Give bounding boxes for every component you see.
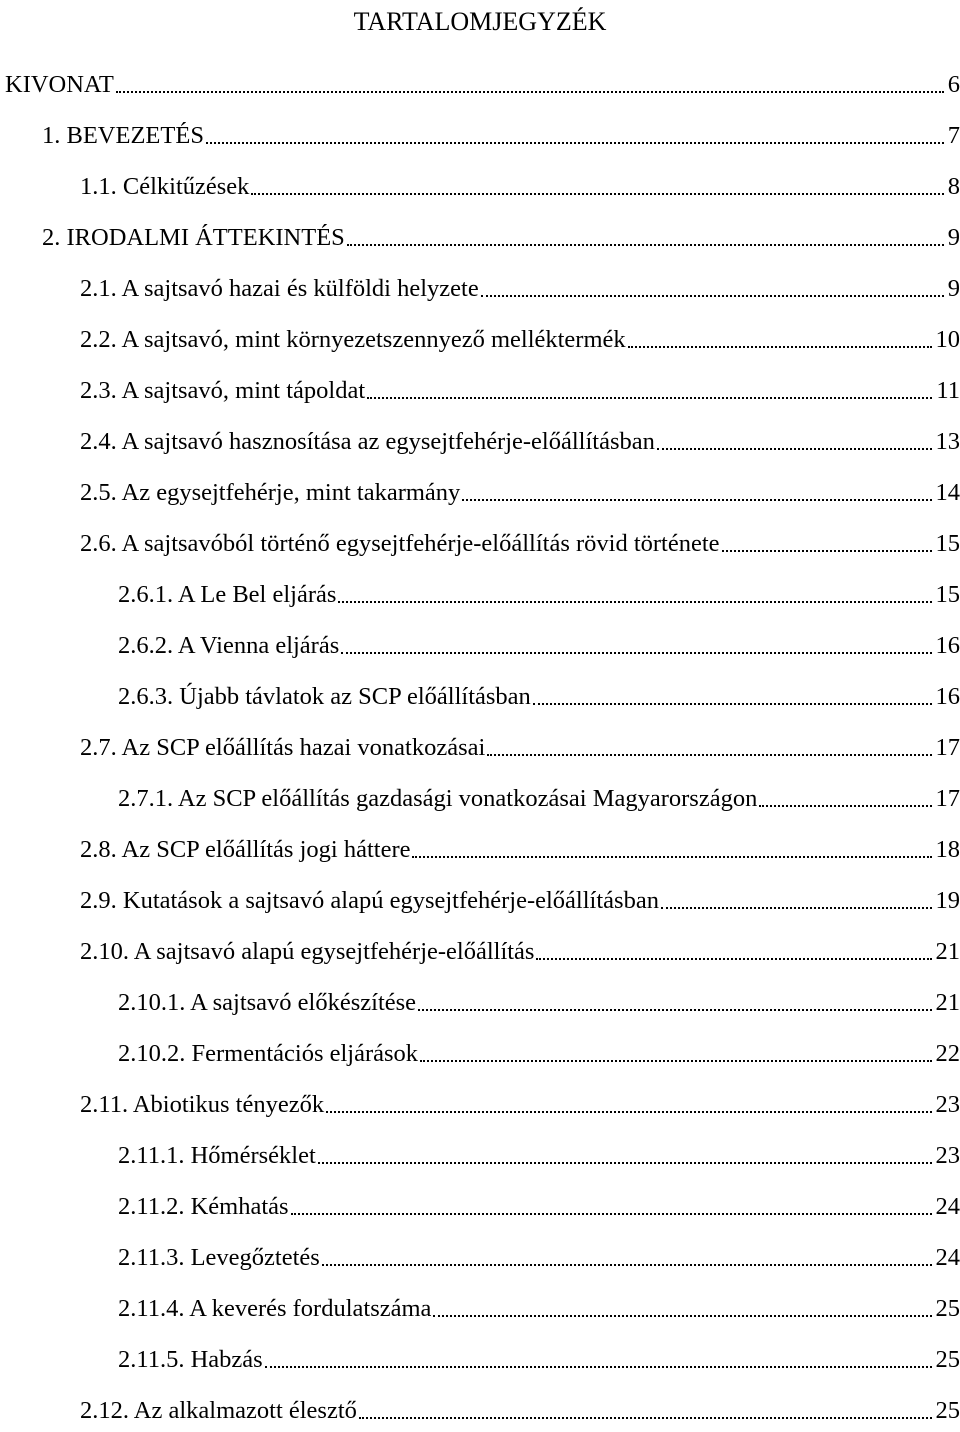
toc-page-number: 21: [935, 989, 960, 1016]
dot-leader: [759, 784, 931, 814]
toc-page-number: 14: [935, 479, 960, 506]
toc-entry-2-4[interactable]: [80, 421, 960, 457]
toc-entry-2-5[interactable]: [80, 472, 960, 508]
toc-entry-2-11-2[interactable]: [118, 1186, 960, 1222]
toc-page-number: 16: [935, 683, 960, 710]
toc-entry-title: 2. IRODALMI ÁTTEKINTÉS: [42, 224, 345, 251]
dot-leader: [657, 427, 932, 457]
toc-entry-title: 2.11.2. Kémhatás: [118, 1193, 289, 1220]
toc-page-number: 7: [947, 122, 960, 149]
toc-entry-kivonat[interactable]: [5, 64, 960, 100]
toc-page-number: 25: [935, 1397, 960, 1424]
toc-entry-title: 2.4. A sajtsavó hasznosítása az egysejtfehérje-előállításban: [80, 428, 655, 455]
toc-page-number: 21: [935, 938, 960, 965]
dot-leader: [412, 835, 931, 865]
dot-leader: [291, 1192, 932, 1222]
toc-entry-2-6-1[interactable]: [118, 574, 960, 610]
toc-page-number: 25: [935, 1346, 960, 1373]
dot-leader: [251, 172, 943, 202]
dot-leader: [487, 733, 931, 763]
toc-entry-2-8[interactable]: [80, 829, 960, 865]
toc-page-number: 25: [935, 1295, 960, 1322]
toc-entry-title: 1.1. Célkitűzések: [80, 173, 250, 200]
dot-leader: [533, 682, 932, 712]
dot-leader: [359, 1396, 932, 1426]
toc-page-number: 13: [935, 428, 960, 455]
toc-entry-title: 2.11.1. Hőmérséklet: [118, 1142, 316, 1169]
toc-page-number: 23: [935, 1091, 960, 1118]
toc-entry-2-6-3[interactable]: [118, 676, 960, 712]
toc-entry-title: 1. BEVEZETÉS: [42, 122, 204, 149]
toc-entry-title: 2.6. A sajtsavóból történő egysejtfehérje-előállítás rövid története: [80, 530, 720, 557]
toc-entry-title: 2.6.3. Újabb távlatok az SCP előállításban: [118, 683, 531, 710]
toc-entry-title: KIVONAT: [5, 71, 114, 98]
toc-entry-2-11[interactable]: [80, 1084, 960, 1120]
toc-entry-2-10[interactable]: [80, 931, 960, 967]
toc-entry-2-11-4[interactable]: [118, 1288, 960, 1324]
toc-entry-title: 2.7. Az SCP előállítás hazai vonatkozásai: [80, 734, 486, 761]
toc-entry-title: 2.2. A sajtsavó, mint környezetszennyező melléktermék: [80, 326, 626, 353]
dot-leader: [265, 1345, 932, 1375]
dot-leader: [116, 70, 944, 100]
toc-entry-2-9[interactable]: [80, 880, 960, 916]
page-title: TARTALOMJEGYZÉK: [353, 7, 607, 36]
toc-page-number: 24: [935, 1193, 960, 1220]
toc-entry-title: 2.5. Az egysejtfehérje, mint takarmány: [80, 479, 461, 506]
toc-page-number: 19: [935, 887, 960, 914]
dot-leader: [418, 988, 931, 1018]
dot-leader: [420, 1039, 931, 1069]
toc-entry-2-3[interactable]: [80, 370, 960, 406]
dot-leader: [628, 325, 932, 355]
dot-leader: [367, 376, 932, 406]
toc-page-number: 6: [947, 71, 960, 98]
toc-page-number: 9: [947, 224, 960, 251]
dot-leader: [661, 886, 932, 916]
toc-page-number: 10: [935, 326, 960, 353]
toc-entry-title: 2.1. A sajtsavó hazai és külföldi helyzete: [80, 275, 479, 302]
toc-entry-2-10-2[interactable]: [118, 1033, 960, 1069]
toc-entry-title: 2.11.3. Levegőztetés: [118, 1244, 320, 1271]
dot-leader: [322, 1243, 932, 1273]
dot-leader: [326, 1090, 931, 1120]
toc-entry-2-10-1[interactable]: [118, 982, 960, 1018]
toc-page-number: 15: [935, 530, 960, 557]
toc-entry-2-2[interactable]: [80, 319, 960, 355]
dot-leader: [206, 121, 944, 151]
toc-entry-title: 2.10.1. A sajtsavó előkészítése: [118, 989, 417, 1016]
toc-page-number: 16: [935, 632, 960, 659]
toc-entry-title: 2.12. Az alkalmazott élesztő: [80, 1397, 357, 1424]
toc-page-number: 17: [935, 785, 960, 812]
toc-entry-title: 2.11.5. Habzás: [118, 1346, 263, 1373]
toc-entry-2-11-5[interactable]: [118, 1339, 960, 1375]
toc-entry-2-7-1[interactable]: [118, 778, 960, 814]
toc-entry-title: 2.7.1. Az SCP előállítás gazdasági vonatkozásai Magyarországon: [118, 785, 758, 812]
toc-entry-2[interactable]: [42, 217, 960, 253]
toc-entry-title: 2.6.2. A Vienna eljárás: [118, 632, 340, 659]
toc-entry-2-6-2[interactable]: [118, 625, 960, 661]
toc-page-number: 23: [935, 1142, 960, 1169]
dot-leader: [462, 478, 931, 508]
toc-entry-1-1[interactable]: [80, 166, 960, 202]
toc-entry-title: 2.11. Abiotikus tényezők: [80, 1091, 325, 1118]
toc-entry-2-1[interactable]: [80, 268, 960, 304]
toc-entry-1[interactable]: [42, 115, 960, 151]
toc-entry-2-7[interactable]: [80, 727, 960, 763]
toc-entry-2-12[interactable]: [80, 1390, 960, 1426]
toc-entry-title: 2.10.2. Fermentációs eljárások: [118, 1040, 419, 1067]
toc-entry-title: 2.3. A sajtsavó, mint tápoldat: [80, 377, 366, 404]
dot-leader: [318, 1141, 932, 1171]
toc-entry-2-6[interactable]: [80, 523, 960, 559]
toc-entry-title: 2.11.4. A keverés fordulatszáma: [118, 1295, 432, 1322]
dot-leader: [347, 223, 944, 253]
dot-leader: [338, 580, 931, 610]
dot-leader: [433, 1294, 931, 1324]
toc-entry-title: 2.6.1. A Le Bel eljárás: [118, 581, 337, 608]
toc-entry-title: 2.9. Kutatások a sajtsavó alapú egysejtfehérje-előállításban: [80, 887, 659, 914]
toc-entry-2-11-3[interactable]: [118, 1237, 960, 1273]
toc-page-number: 11: [936, 377, 960, 404]
toc-entry-2-11-1[interactable]: [118, 1135, 960, 1171]
toc-page-number: 17: [935, 734, 960, 761]
toc-page-number: 8: [947, 173, 960, 200]
dot-leader: [481, 274, 944, 304]
toc-page-number: 22: [935, 1040, 960, 1067]
toc-entry-title: 2.8. Az SCP előállítás jogi háttere: [80, 836, 411, 863]
toc-entry-title: 2.10. A sajtsavó alapú egysejtfehérje-előállítás: [80, 938, 535, 965]
toc-page-number: 24: [935, 1244, 960, 1271]
dot-leader: [341, 631, 931, 661]
toc-page-number: 15: [935, 581, 960, 608]
dot-leader: [722, 529, 932, 559]
toc-page-number: 18: [935, 836, 960, 863]
dot-leader: [536, 937, 931, 967]
toc-page-number: 9: [947, 275, 960, 302]
